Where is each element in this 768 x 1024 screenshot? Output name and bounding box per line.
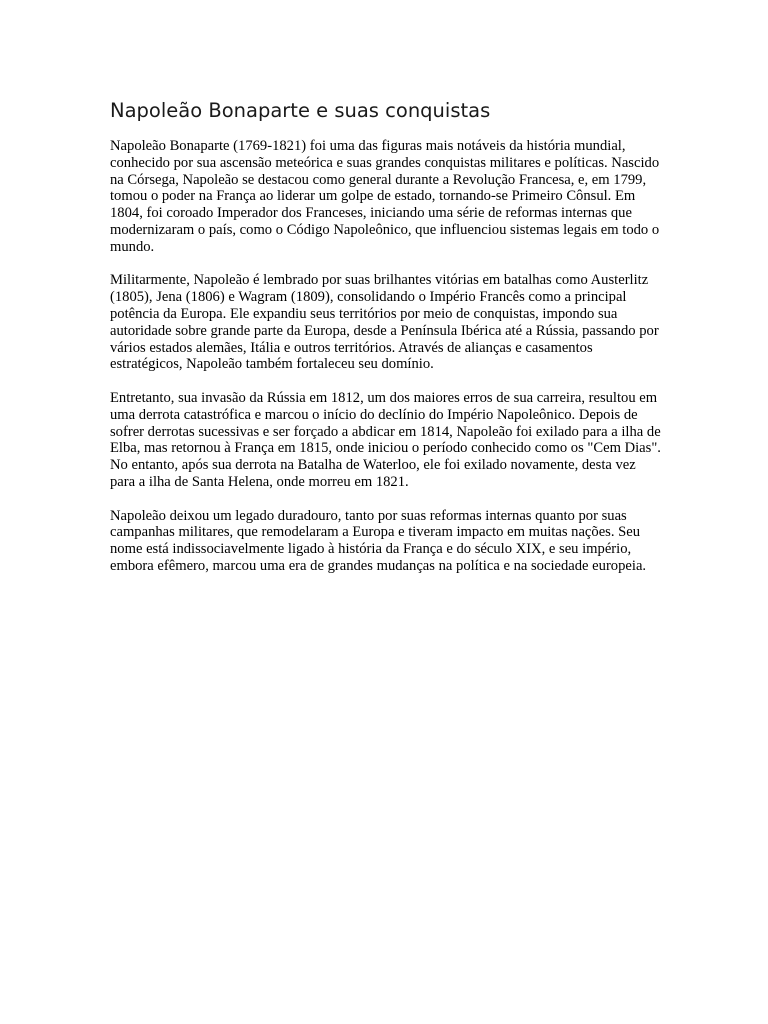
document-body [110, 97, 662, 592]
document-title: Napoleão Bonaparte e suas conquistas [110, 99, 491, 122]
paragraph-legacy: Napoleão deixou um legado duradouro, tanto por suas reformas internas quanto por suas campanhas militares, que remodelaram a Europa e tiveram impacto em muitas nações. Seu nome está indissociavelmente ligado à história da França e do século XIX, e seu império, embora efêmero, marcou uma era de grandes mudanças na política e na sociedade europeia. [110, 507, 647, 574]
paragraph-military: Militarmente, Napoleão é lembrado por suas brilhantes vitórias em batalhas como Austerlitz (1805), Jena (1806) e Wagram (1809), consolidando o Império Francês como a principal potência da Europa. Ele expandiu seus territórios por meio de conquistas, impondo sua autoridade sobre grande parte da Europa, desde a Península Ibérica até a Rússia, passando por vários estados alemães, Itália e outros territórios. Através de alianças e casamentos estratégicos, Napoleão também fortaleceu seu domínio. [110, 272, 659, 373]
paragraph-decline: Entretanto, sua invasão da Rússia em 1812, um dos maiores erros de sua carreira, resultou em uma derrota catastrófica e marcou o início do declínio do Império Napoleônico. Depois de sofrer derrotas sucessivas e ser forçado a abdicar em 1814, Napoleão foi exilado para a ilha de Elba, mas retornou à França em 1815, onde iniciou o período conhecido como os "Cem Dias". No entanto, após sua derrota na Batalha de Waterloo, ele foi exilado novamente, desta vez para a ilha de Santa Helena, onde morreu em 1821. [110, 389, 661, 490]
paragraph-intro: Napoleão Bonaparte (1769-1821) foi uma das figuras mais notáveis da história mundial, conhecido por sua ascensão meteórica e suas grandes conquistas militares e políticas. Nascido na Córsega, Napoleão se destacou como general durante a Revolução Francesa, e, em 1799, tomou o poder na França ao liderar um golpe de estado, tornando-se Primeiro Cônsul. Em 1804, foi coroado Imperador dos Franceses, iniciando uma série de reformas internas que modernizaram o país, como o Código Napoleônico, que influenciou sistemas legais em todo o mundo. [110, 138, 660, 255]
